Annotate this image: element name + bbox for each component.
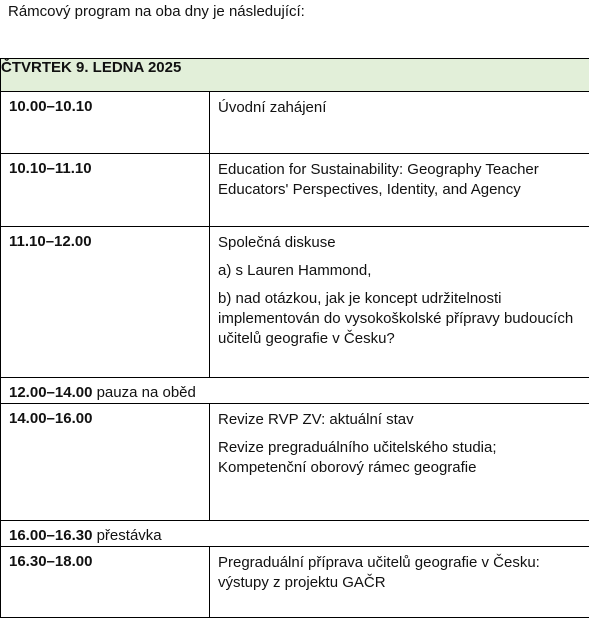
- break-cell: [1, 521, 589, 547]
- description-line: a) s Lauren Hammond,: [218, 261, 586, 281]
- description-line: Pregraduální příprava učitelů geografie v Česku: výstupy z projektu GAČR: [218, 553, 586, 593]
- intro-text: Rámcový program na oba dny je následující:: [8, 2, 305, 22]
- table-row: [1, 227, 589, 378]
- day-header-row: [1, 59, 589, 92]
- time-cell: 10.10–11.10: [1, 154, 210, 227]
- description-line: b) nad otázkou, jak je koncept udržitelnosti implementován do vysokoškolské přípravy budoucích učitelů geografie v Česku?: [218, 289, 586, 349]
- description-cell: [210, 227, 589, 378]
- day-header: ČTVRTEK 9. LEDNA 2025: [1, 59, 589, 92]
- break-cell: [1, 378, 589, 404]
- time-label: 12.00–14.00: [9, 384, 92, 401]
- time-cell: 16.30–18.00: [1, 547, 210, 618]
- time-cell: 14.00–16.00: [1, 404, 210, 521]
- description-cell: [210, 92, 589, 154]
- description-cell: [210, 404, 589, 521]
- break-note: pauza na oběd: [97, 384, 196, 401]
- description-line: Úvodní zahájení: [218, 98, 586, 118]
- break-row: [1, 521, 589, 547]
- table-row: [1, 154, 589, 227]
- description-line: Revize pregraduálního učitelského studia; Kompetenční oborový rámec geografie: [218, 438, 586, 478]
- time-label: 16.00–16.30: [9, 527, 92, 544]
- description-line: Education for Sustainability: Geography Teacher Educators' Perspectives, Identity, and Agency: [218, 160, 586, 200]
- description-cell: [210, 547, 589, 618]
- break-note: přestávka: [97, 527, 162, 544]
- time-cell: 11.10–12.00: [1, 227, 210, 378]
- break-row: [1, 378, 589, 404]
- table-row: [1, 92, 589, 154]
- description-cell: [210, 154, 589, 227]
- description-line: Společná diskuse: [218, 233, 586, 253]
- description-line: Revize RVP ZV: aktuální stav: [218, 410, 586, 430]
- program-table: [0, 58, 589, 618]
- table-row: [1, 547, 589, 618]
- time-cell: 10.00–10.10: [1, 92, 210, 154]
- table-row: [1, 404, 589, 521]
